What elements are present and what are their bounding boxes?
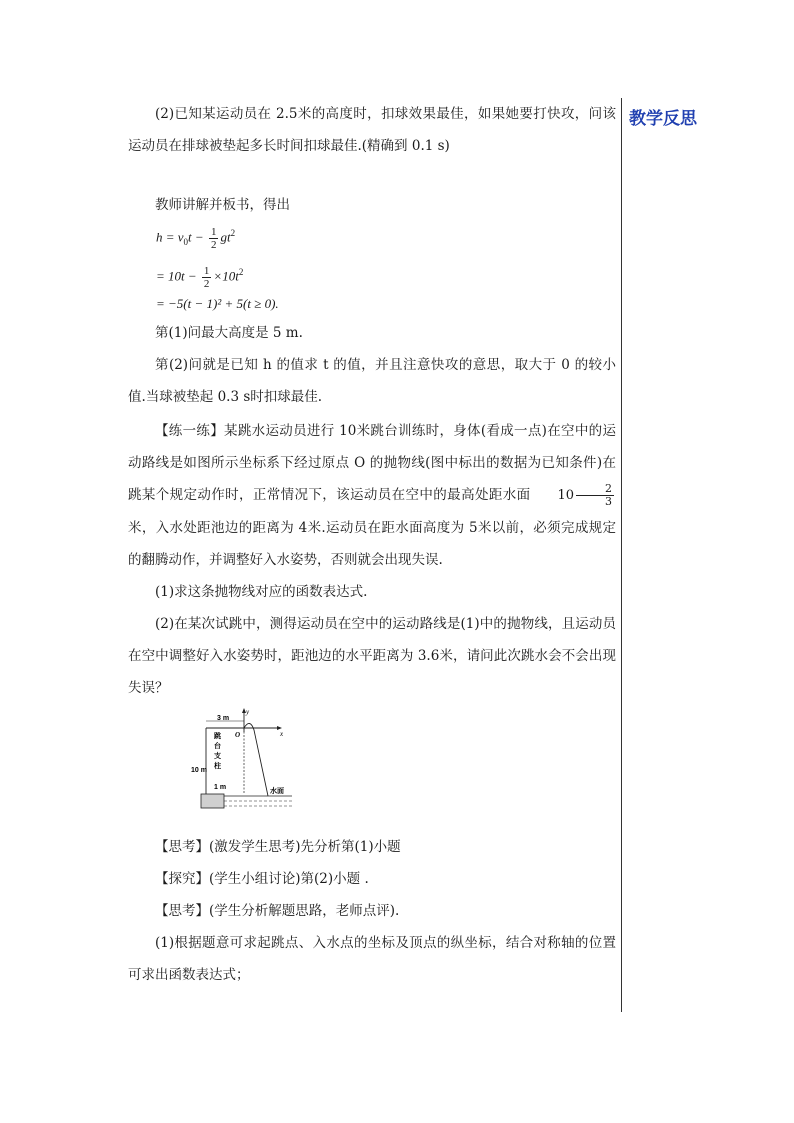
x-label: x [280, 729, 284, 738]
practice-text-after: 米，入水处距池边的距离为 4米.运动员在距水面高度为 5米以前，必须完成规定的翻腾动作，并调整好入水姿势，否则就会出现失误. [128, 519, 616, 568]
equation-line-2 [128, 257, 616, 291]
practice-text-before: 【练一练】某跳水运动员进行 10米跳台训练时，身体(看成一点)在空中的运动路线是如图所示坐标系下经过原点 O 的抛物线(图中标出的数据为已知条件)在跳某个规定动作时，正常情况下，该运动员在空中的最高处距水面 [128, 423, 616, 504]
explain-intro: 教师讲解并板书，得出 [155, 197, 290, 213]
mixed-fraction [576, 483, 614, 508]
mixed-whole: 10 [557, 487, 574, 503]
pillar-char-3: 支 [214, 750, 221, 760]
mixed-den: 3 [605, 494, 612, 508]
answer-part2: 第(2)问就是已知 h 的值求 t 的值，并且注意快攻的意思，取大于 0 的较小值.当球被垫起 0.3 s时扣球最佳. [128, 357, 616, 406]
final-paragraph: (1)根据题意可求起跳点、入水点的坐标及顶点的纵坐标，结合对称轴的位置可求出函数表达式； [128, 934, 616, 983]
eq1-t: t − [188, 229, 204, 245]
eq2-den: 2 [203, 277, 210, 290]
eq2-fraction [202, 265, 212, 290]
eq2-tail: ×10t [213, 268, 239, 284]
pillar-char-4: 柱 [214, 760, 221, 770]
eq1-fraction [209, 226, 219, 251]
think-2: 【思考】(学生分析解题思路，老师点评). [155, 902, 400, 919]
diving-diagram [191, 707, 295, 823]
eq1-lhs: h = v [156, 229, 184, 245]
equation-line-1 [128, 218, 616, 257]
mixed-num: 2 [576, 483, 614, 496]
margin-divider [621, 98, 622, 1012]
problem-part2: (2)已知某运动员在 2.5米的高度时，扣球效果最佳，如果她要打快攻，问该运动员在排球被垫起多长时间扣球最佳.(精确到 0.1 s) [128, 106, 616, 154]
eq2-num: 1 [203, 264, 210, 277]
teaching-reflection-heading: 教学反思 [629, 109, 697, 129]
think-1: 【思考】(激发学生思考)先分析第(1)小题 [155, 838, 401, 855]
origin-label: O [235, 730, 241, 739]
dim-label-3m: 3 m [217, 714, 230, 722]
eq1-den: 2 [210, 238, 217, 251]
equation-line-3: = −5(t − 1)² + 5(t ≥ 0). [156, 296, 279, 312]
y-label: y [246, 707, 250, 716]
one-m-label: 1 m [214, 783, 227, 791]
question-1: (1)求这条抛物线对应的函数表达式. [155, 583, 368, 600]
pillar-char-1: 跳 [214, 730, 221, 740]
trajectory-curve [244, 723, 268, 796]
practice-paragraph [128, 415, 616, 576]
pillar-char-2: 台 [214, 740, 221, 750]
question-2: (2)在某次试跳中，测得运动员在空中的运动路线是(1)中的抛物线，且运动员在空中调整好入水姿势时，距池边的水平距离为 3.6米，请问此次跳水会不会出现失误？ [128, 615, 616, 696]
eq1-tail: gt [220, 229, 231, 245]
eq1-sup: 2 [230, 228, 236, 238]
main-content [128, 98, 616, 991]
explore: 【探究】(学生小组讨论)第(2)小题 . [155, 870, 369, 887]
eq1-sub: 0 [183, 236, 189, 247]
mixed-number [530, 480, 616, 512]
answer-part1: 第(1)问最大高度是 5 m. [155, 325, 303, 342]
eq2-head: = 10t − [156, 268, 197, 284]
eq2-sup: 2 [238, 266, 244, 277]
height-label: 10 m [191, 766, 207, 774]
water-label: 水面 [270, 785, 284, 795]
eq1-num: 1 [210, 225, 217, 238]
pillar-base [201, 794, 224, 808]
